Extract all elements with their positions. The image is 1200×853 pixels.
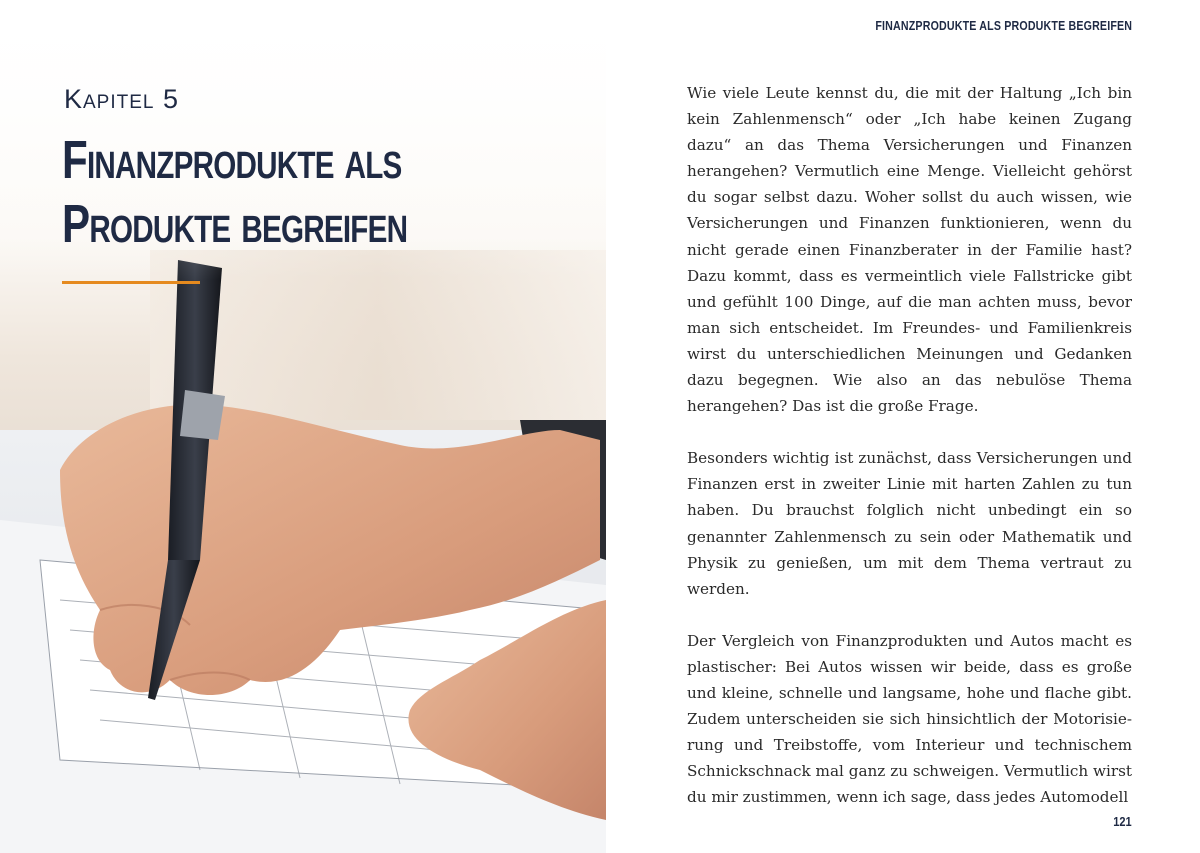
body-text bbox=[687, 80, 1132, 836]
chapter-title-line-2: Produkte begreifen bbox=[62, 194, 408, 254]
page-number: 121 bbox=[1113, 814, 1132, 829]
chapter-title bbox=[62, 128, 421, 256]
title-accent-rule bbox=[62, 281, 200, 284]
paragraph: Der Vergleich von Finanzprodukten und Autos macht es plastischer: Bei Autos wissen wir beide, dass es große und kleine, schnelle und langsame, hohe und flache gibt. Zudem unterscheiden sie sich hinsichtlich der Motorisierung und Treibstoffe, vom Interieur und technischem Schnickschnack mal ganz zu schweigen. Vermutlich wirst du mir zustimmen, wenn ich sage, dass jedes Automodell bbox=[687, 631, 1132, 807]
running-header: FINANZPRODUKTE ALS PRODUKTE BEGREIFEN bbox=[875, 18, 1132, 33]
chapter-label: Kapitel 5 bbox=[64, 84, 179, 114]
chapter-title-line-1: Finanzprodukte als bbox=[62, 130, 402, 190]
paragraph: Besonders wichtig ist zunächst, dass Versicherungen und Finanzen erst in zweiter Linie mit harten Zahlen zu tun haben. Du brauchst folglich nicht unbedingt ein so genannter Zahlenmensch zu sein oder Mathematik und Physik zu genießen, um mit dem Thema vertraut zu werden. bbox=[687, 449, 1132, 598]
paragraph: Wie viele Leute kennst du, die mit der Haltung „Ich bin kein Zahlenmensch“ oder „Ich habe keinen Zugang dazu“ an das Thema Versicherungen und Finanzen herangehen? Vermutlich eine Menge. Vielleicht gehörst du sogar selbst dazu. Woher sollst du auch wissen, wie Versicherungen und Finanzen funktionieren, wenn du nicht gerade einen Finanzberater in der Familie hast? Dazu kommt, dass es vermeintlich viele Fallstricke gibt und gefühlt 100 Dinge, auf die man achten muss, bevor man sich entscheidet. Im Freundes- und Familienkreis wirst du unterschiedlichen Meinungen und Gedanken dazu begegnen. Wie also an das nebulöse Thema herangehen? Das ist die große Frage. bbox=[687, 84, 1132, 416]
